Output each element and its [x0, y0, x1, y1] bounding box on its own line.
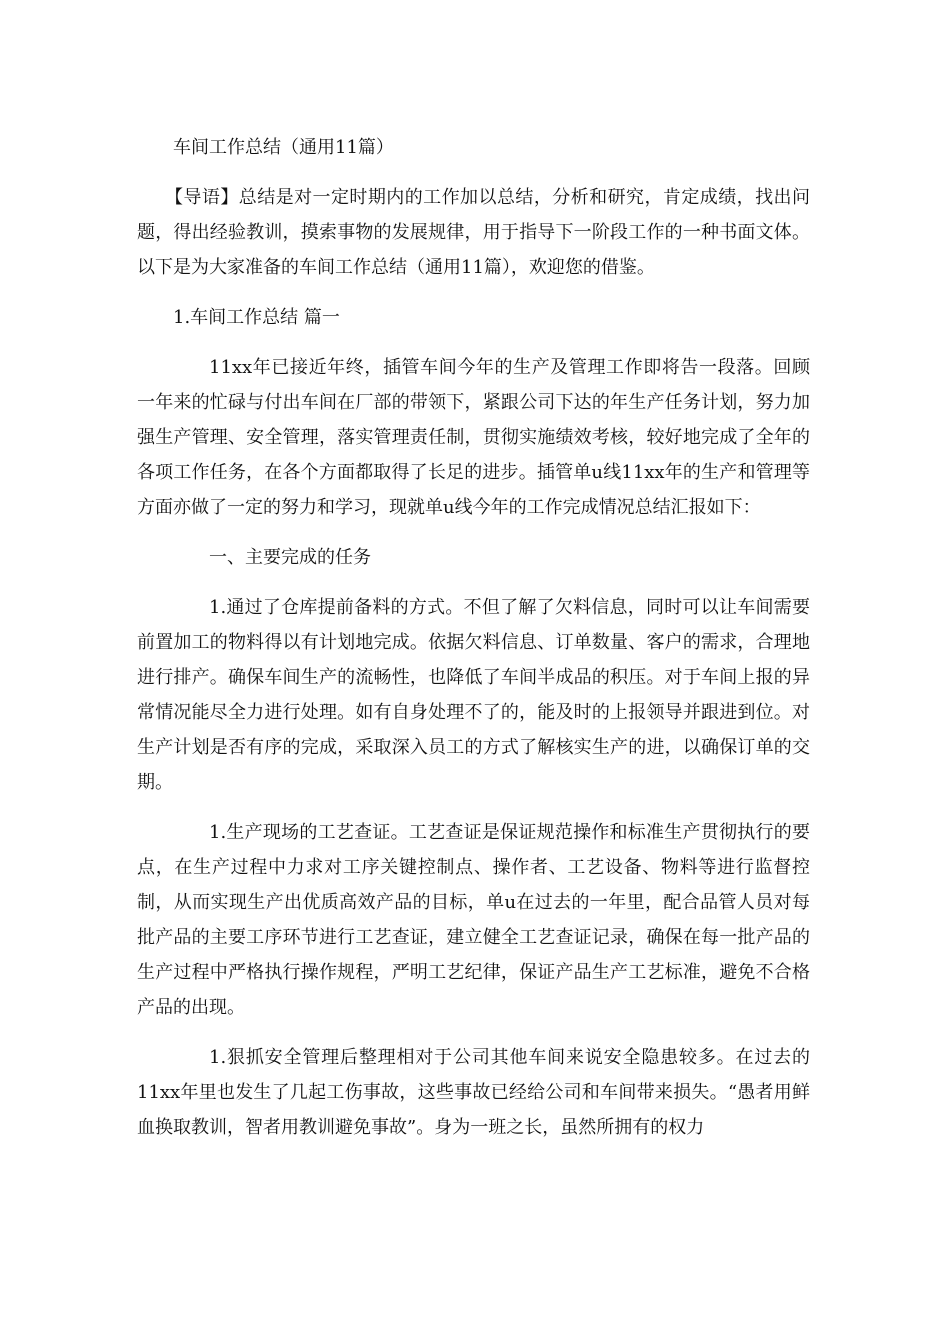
- subheading: 一、主要完成的任务: [209, 547, 371, 568]
- body-paragraph: 1.通过了仓库提前备料的方式。不但了解了欠料信息，同时可以让车间需要前置加工的物料得以有计划地完成。依据欠料信息、订单数量、客户的需求，合理地进行排产。确保车间生产的流畅性，也降低了车间半成品的积压。对于车间上报的异常情况能尽全力进行处理。如有自身处理不了的，能及时的上报领导并跟进到位。对生产计划是否有序的完成，采取深入员工的方式了解核实生产的进，以确保订单的交期。: [137, 597, 810, 793]
- intro-paragraph: 【导语】总结是对一定时期内的工作加以总结，分析和研究，肯定成绩，找出问题，得出经验教训，摸索事物的发展规律，用于指导下一阶段工作的一种书面文体。以下是为大家准备的车间工作总结（通用11篇），欢迎您的借鉴。: [137, 187, 810, 278]
- document-title: 车间工作总结（通用11篇）: [173, 137, 394, 158]
- body-paragraph: 1.狠抓安全管理后整理相对于公司其他车间来说安全隐患较多。在过去的11xx年里也发生了几起工伤事故，这些事故已经给公司和车间带来损失。“愚者用鲜血换取教训，智者用教训避免事故”。身为一班之长，虽然所拥有的权力: [137, 1047, 810, 1138]
- body-paragraph: 1.生产现场的工艺查证。工艺查证是保证规范操作和标准生产贯彻执行的要点，在生产过程中力求对工序关键控制点、操作者、工艺设备、物料等进行监督控制，从而实现生产出优质高效产品的目标，单u在过去的一年里，配合品管人员对每批产品的主要工序环节进行工艺查证，建立健全工艺查证记录，确保在每一批产品的生产过程中严格执行操作规程，严明工艺纪律，保证产品生产工艺标准，避免不合格产品的出现。: [137, 822, 810, 1018]
- body-paragraph: 11xx年已接近年终，插管车间今年的生产及管理工作即将告一段落。回顾一年来的忙碌与付出车间在厂部的带领下，紧跟公司下达的年生产任务计划，努力加强生产管理、安全管理，落实管理责任制，贯彻实施绩效考核，较好地完成了全年的各项工作任务，在各个方面都取得了长足的进步。插管单u线11xx年的生产和管理等方面亦做了一定的努力和学习，现就单u线今年的工作完成情况总结汇报如下：: [137, 357, 810, 518]
- section-heading: 1.车间工作总结 篇一: [173, 307, 340, 328]
- document-body: [137, 130, 810, 1160]
